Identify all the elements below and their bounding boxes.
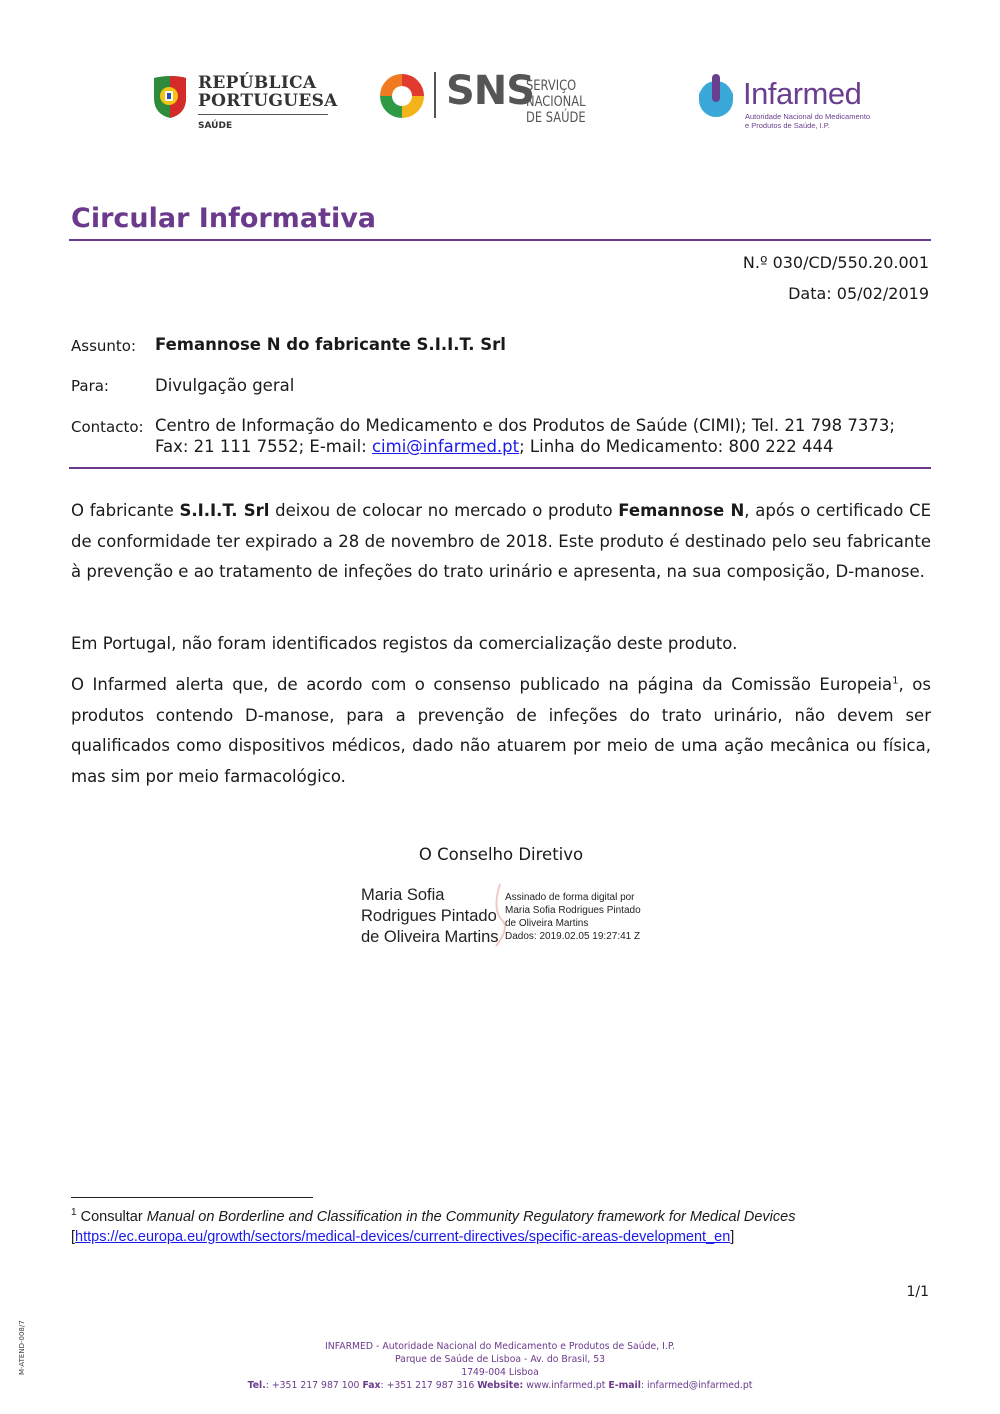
sns-name: SERVIÇO NACIONAL DE SAÚDE [526, 78, 586, 126]
footnote-reference: 1 [892, 675, 899, 687]
document-number: N.º 030/CD/550.20.001 [742, 253, 929, 272]
republica-portuguesa-logo [150, 72, 338, 134]
assunto-label: Assunto: [71, 337, 137, 355]
document-date: Data: 05/02/2019 [788, 284, 929, 303]
republica-emblem-icon [150, 74, 190, 120]
footnote: $^1$ Consultar Manual on Borderline and Classification in the Community Regulatory framework for Medical Devices [https://ec.europa.eu/growth/sectors/medical-devices/current-directives/specific-areas-development_en] [71, 1207, 796, 1245]
signatory-body: O Conselho Diretivo [418, 845, 584, 864]
infarmed-subtitle: Autoridade Nacional do Medicamento e Produtos de Saúde, I.P. [745, 112, 871, 130]
meta-divider [69, 467, 931, 469]
sns-acronym: SNS [446, 68, 535, 114]
para-label: Para: [71, 377, 109, 395]
sns-divider [434, 72, 436, 118]
digital-signature-details: Assinado de forma digital por Maria Sofia Rodrigues Pintado de Oliveira Martins Dados: 2019.02.05 19:27:41 Z [505, 892, 641, 942]
footer-postcode: 1749-004 Lisboa [461, 1367, 539, 1378]
republica-text: REPÚBLICA PORTUGUESA [198, 73, 338, 111]
sns-circle-icon [378, 72, 426, 120]
infarmed-logo [695, 72, 875, 134]
assunto-value: Femannose N do fabricante S.I.I.T. Srl [155, 335, 506, 354]
footnote-divider [71, 1197, 313, 1198]
title-divider [69, 239, 931, 241]
contacto-line-2: Fax: 21 111 7552; E-mail: cimi@infarmed.pt; Linha do Medicamento: 800 222 444 [155, 437, 834, 456]
contacto-label: Contacto: [71, 418, 144, 436]
page-number: 1/1 [906, 1284, 929, 1300]
signatory-name: Maria Sofia Rodrigues Pintado de Oliveira Martins [361, 886, 499, 946]
paragraph-2: Em Portugal, não foram identificados registos da comercialização deste produto. [71, 634, 738, 653]
infarmed-name: Infarmed [743, 76, 862, 111]
footer-address: Parque de Saúde de Lisboa - Av. do Brasil, 53 [394, 1354, 606, 1365]
republica-divider [198, 114, 328, 115]
paragraph-1: O fabricante S.I.I.T. Srl deixou de colocar no mercado o produto Femannose N, após o certificado CE de conformidade ter expirado a 28 de novembro de 2018. Este produto é destinado pelo seu fabricante à prevenção e ao tratamento de infeções do trato urinário e apresenta, na sua composição, D-manose. [71, 501, 932, 581]
infarmed-mark-icon [695, 72, 737, 118]
contacto-value [155, 415, 935, 457]
form-code: M-ATEND-008/7 [18, 1320, 26, 1375]
footer-org: INFARMED - Autoridade Nacional do Medicamento e Produtos de Saúde, I.P. [325, 1341, 675, 1352]
footer-contacts: Tel.: +351 217 987 100 Fax: +351 217 987 316 Website: www.infarmed.pt E-mail: infarmed@infarmed.pt [247, 1380, 753, 1391]
republica-sub-label: SAÚDE [198, 121, 233, 131]
contacto-email-link[interactable]: cimi@infarmed.pt [371, 437, 520, 456]
paragraph-3: O Infarmed alerta que, de acordo com o consenso publicado na página da Comissão Europeia$^1$, os produtos contendo D-manose, para a prevenção de infeções do trato urinário, não devem ser qualificados como dispositivos médicos, dado não atuarem por meio de uma ação mecânica ou física, mas sim por meio farmacológico. [71, 675, 931, 786]
sns-logo [378, 68, 648, 126]
para-value: Divulgação geral [155, 376, 295, 395]
contacto-line-1: Centro de Informação do Medicamento e dos Produtos de Saúde (CIMI); Tel. 21 798 7373; [155, 416, 895, 435]
page-title: Circular Informativa [71, 203, 377, 234]
footnote-url-link[interactable]: https://ec.europa.eu/growth/sectors/medical-devices/current-directives/specific-areas-development_en [75, 1229, 731, 1245]
